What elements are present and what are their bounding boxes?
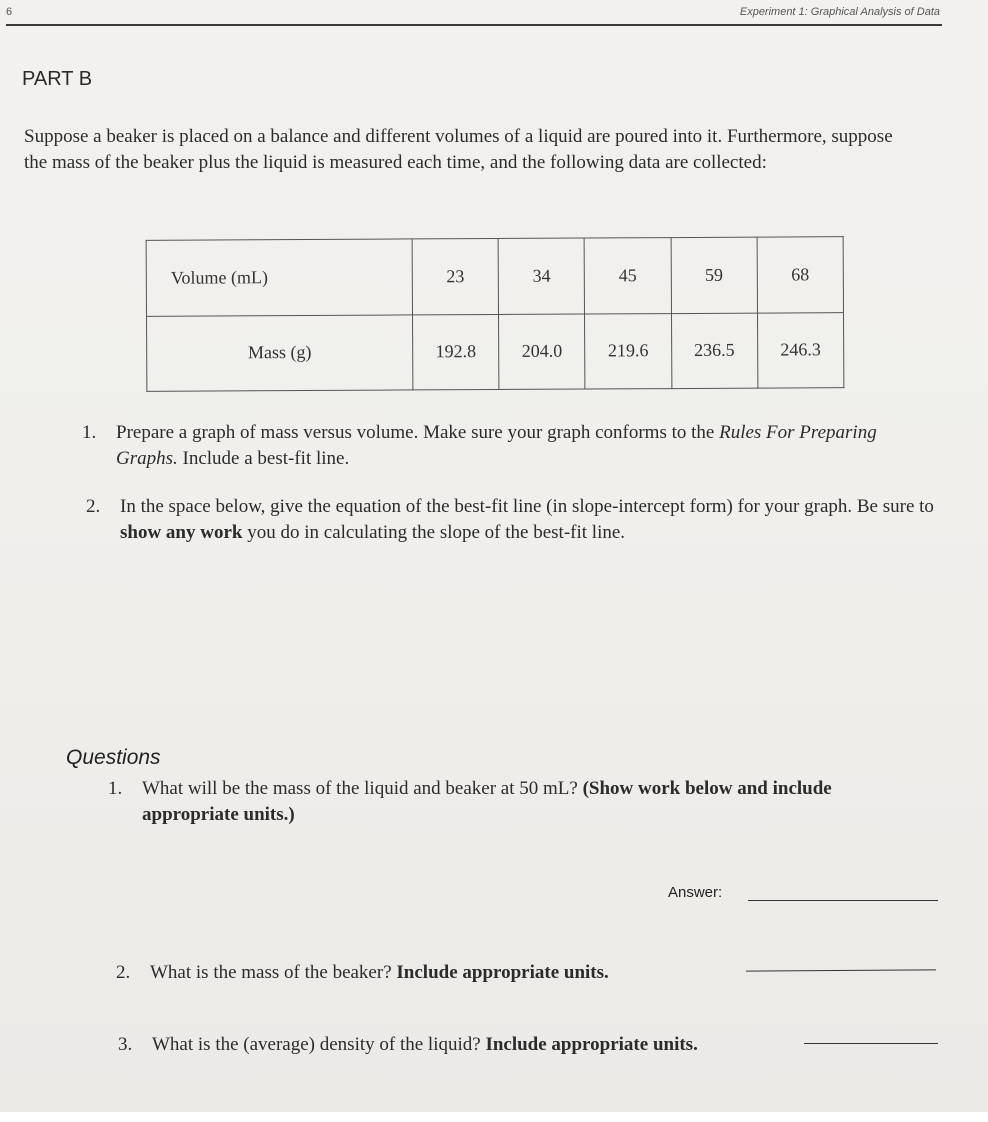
running-title: Experiment 1: Graphical Analysis of Data	[739, 6, 940, 18]
rules-reference: Rules For Preparing Graphs.	[116, 422, 877, 469]
question-text: What is the (average) density of the liquid? Include appropriate units.	[152, 1034, 698, 1055]
intro-paragraph: Suppose a beaker is placed on a balance and different volumes of a liquid are poured into it. Furthermore, suppose the mass of the beaker plus the liquid is measured each time, and the following data are collected:	[24, 126, 893, 173]
table-row	[146, 237, 843, 316]
question-number: 1.	[108, 778, 123, 799]
task-number: 1.	[82, 422, 97, 443]
table-cell: 59	[671, 237, 758, 313]
section-title: PART B	[22, 68, 93, 90]
table-cell: 219.6	[585, 313, 672, 389]
question-text: What will be the mass of the liquid and beaker at 50 mL? (Show work below and include appropriate units.)	[142, 778, 832, 825]
table-cell: 192.8	[413, 314, 500, 390]
emphasis-text: Include appropriate units.	[485, 1034, 698, 1055]
answer-blank-1[interactable]	[748, 900, 938, 901]
header-rule	[6, 24, 942, 26]
row-label: Volume (mL)	[146, 239, 412, 316]
table-cell: 204.0	[499, 314, 586, 390]
emphasis-text: show any work	[120, 522, 243, 543]
task-2	[86, 494, 944, 546]
answer-label: Answer:	[668, 884, 723, 901]
table-cell: 68	[757, 237, 844, 313]
question-2	[116, 960, 736, 986]
emphasis-text: (Show work below and include appropriate units.)	[142, 778, 832, 825]
table-cell: 23	[412, 238, 499, 314]
table-cell: 34	[498, 238, 585, 314]
table-cell: 236.5	[671, 313, 758, 389]
table-cell: 45	[584, 238, 671, 314]
table-cell: 246.3	[757, 312, 844, 388]
answer-blank-2[interactable]	[746, 969, 936, 971]
page-number: 6	[6, 6, 13, 18]
table-row	[147, 312, 844, 391]
question-number: 3.	[118, 1034, 133, 1055]
question-text: What is the mass of the beaker? Include appropriate units.	[150, 962, 609, 983]
questions-heading: Questions	[66, 746, 161, 769]
task-number: 2.	[86, 496, 101, 517]
question-3	[118, 1032, 808, 1058]
data-table	[146, 236, 845, 392]
row-label: Mass (g)	[147, 314, 413, 391]
question-number: 2.	[116, 962, 131, 983]
question-1	[108, 776, 888, 828]
task-text: In the space below, give the equation of the best-fit line (in slope-intercept form) for your graph. Be sure to show any work you do in calculating the slope of the best-fit line.	[120, 496, 934, 543]
task-1	[82, 420, 942, 472]
answer-blank-3[interactable]	[804, 1043, 938, 1044]
task-text: Prepare a graph of mass versus volume. Make sure your graph conforms to the Rules For Preparing Graphs. Include a best-fit line.	[116, 422, 877, 469]
emphasis-text: Include appropriate units.	[396, 962, 609, 983]
